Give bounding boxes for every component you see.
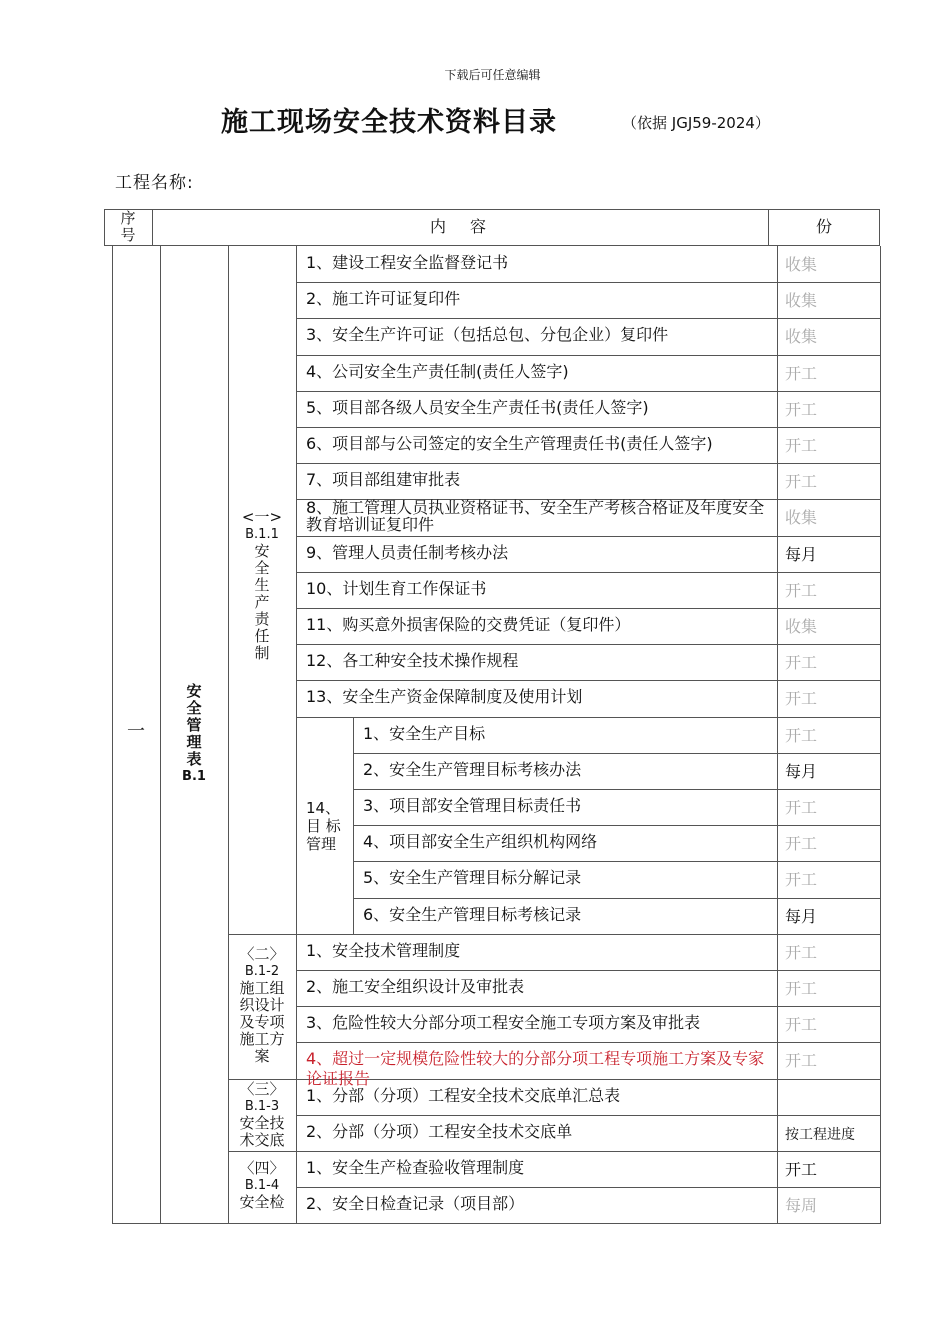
table-row [296, 536, 880, 572]
table-row [296, 644, 880, 680]
header-content: 内 容 [429, 217, 490, 236]
row-item-text: 13、安全生产资金保障制度及使用计划 [306, 687, 583, 707]
row-copies: 每月 [785, 544, 818, 564]
basis-note: （依据 JGJ59-2024） [622, 114, 770, 132]
row-item-text: 1、建设工程安全监督登记书 [306, 253, 509, 272]
row-item-text: 1、安全技术管理制度 [306, 940, 461, 960]
row-item-text: 6、项目部与公司签定的安全生产管理责任书(责任人签字) [306, 434, 713, 453]
row-copies: 收集 [785, 508, 818, 528]
table-row [296, 1187, 880, 1223]
row-item-text: 2、分部（分项）工程安全技术交底单 [306, 1121, 573, 1141]
row-copies: 开工 [785, 399, 818, 419]
table-row [296, 1151, 880, 1187]
row-copies: 收集 [785, 327, 818, 347]
row-copies: 开工 [785, 580, 818, 600]
row-item-text: 3、安全生产许可证（包括总包、分包企业）复印件 [306, 325, 669, 345]
row-item-text: 4、公司安全生产责任制(责任人签字) [306, 361, 569, 381]
group-label: 〈三〉 B.1-3 安全技 术交底 [239, 1080, 285, 1149]
row-copies: 开工 [785, 436, 818, 455]
table-row [353, 861, 880, 897]
row-item-text: 7、项目部组建审批表 [306, 470, 461, 490]
project-name-label: 工程名称: [115, 173, 194, 193]
table-row [296, 355, 880, 391]
row-item-text: 3、危险性较大分部分项工程安全施工专项方案及审批表 [306, 1013, 701, 1033]
table-row [296, 427, 880, 463]
row-copies: 开工 [785, 725, 818, 745]
table-row [296, 970, 880, 1006]
table-row [296, 318, 880, 354]
row-item-text: 6、安全生产管理目标考核记录 [363, 904, 582, 924]
row-copies: 每月 [785, 906, 818, 926]
row-item-text: 2、安全生产管理目标考核办法 [363, 759, 582, 779]
row-item-text: 8、施工管理人员执业资格证书、安全生产考核合格证及年度安全教育培训证复印件 [306, 498, 765, 535]
header-copies: 份 [815, 217, 832, 236]
row-copies: 开工 [785, 1051, 818, 1071]
table-row [353, 898, 880, 934]
row-item-text: 4、项目部安全生产组织机构网络 [363, 832, 598, 852]
sub-group-label: 14、 目 标 管理 [306, 799, 341, 853]
table-row [353, 825, 880, 861]
table-row [353, 753, 880, 789]
table-row [296, 463, 880, 499]
header-seq: 序 号 [120, 209, 136, 244]
row-item-text: 11、购买意外损害保险的交费凭证（复印件） [306, 615, 631, 634]
row-item-text: 10、计划生育工作保证书 [306, 578, 487, 598]
table-row [296, 934, 880, 970]
row-item-text: 2、安全日检查记录（项目部） [306, 1194, 525, 1214]
row-copies: 开工 [785, 689, 818, 709]
row-item-text: 2、施工安全组织设计及审批表 [306, 977, 525, 996]
row-copies: 每月 [785, 761, 818, 781]
row-item-text: 4、超过一定规模危险性较大的分部分项工程专项施工方案及专家论证报告 [306, 1049, 765, 1089]
group-label: <一> B.1.1 安 全 生 产 责 任 制 [241, 508, 283, 662]
table-row [296, 282, 880, 318]
table-row [296, 680, 880, 716]
row-copies: 收集 [785, 255, 818, 274]
row-copies: 开工 [785, 472, 818, 492]
table-row [296, 572, 880, 608]
row-copies: 开工 [785, 1015, 818, 1035]
table-row [296, 1006, 880, 1042]
table-row [353, 789, 880, 825]
row-item-text: 12、各工种安全技术操作规程 [306, 651, 519, 671]
row-copies: 收集 [785, 617, 818, 636]
table-row [296, 1042, 880, 1089]
section-number: 一 [127, 721, 145, 742]
row-copies: 开工 [785, 363, 818, 383]
row-item-text: 2、施工许可证复印件 [306, 289, 461, 309]
group-label: 〈二〉 B.1-2 施工组 织设计 及专项 施工方 案 [239, 945, 285, 1065]
row-copies: 开工 [785, 979, 818, 998]
row-copies: 收集 [785, 291, 818, 311]
group-label: 〈四〉 B.1-4 安全检 [239, 1159, 285, 1211]
row-copies: 开工 [785, 942, 818, 962]
table-row [296, 1079, 880, 1115]
row-item-text: 5、项目部各级人员安全生产责任书(责任人签字) [306, 397, 649, 417]
table-row [296, 608, 880, 644]
top-note: 下载后可任意编辑 [444, 68, 541, 82]
page-title: 施工现场安全技术资料目录 [221, 107, 557, 138]
table-row [296, 391, 880, 427]
row-copies: 开工 [785, 653, 818, 673]
section-name: 安 全 管 理 表 B.1 [182, 682, 206, 784]
row-copies: 开工 [785, 870, 818, 890]
row-copies: 开工 [785, 1160, 818, 1179]
table-row [353, 717, 880, 753]
row-item-text: 1、分部（分项）工程安全技术交底单汇总表 [306, 1085, 621, 1105]
table-row [296, 246, 880, 282]
row-item-text: 1、安全生产目标 [363, 723, 486, 743]
row-copies: 开工 [785, 798, 818, 817]
row-item-text: 1、安全生产检查验收管理制度 [306, 1158, 525, 1177]
row-copies: 每周 [785, 1196, 818, 1216]
row-item-text: 3、项目部安全管理目标责任书 [363, 796, 582, 815]
row-item-text: 5、安全生产管理目标分解记录 [363, 868, 582, 888]
row-copies: 开工 [785, 834, 818, 854]
table-row [296, 499, 880, 535]
table-row [296, 1115, 880, 1151]
row-item-text: 9、管理人员责任制考核办法 [306, 542, 509, 562]
row-copies: 按工程进度 [785, 1126, 855, 1143]
